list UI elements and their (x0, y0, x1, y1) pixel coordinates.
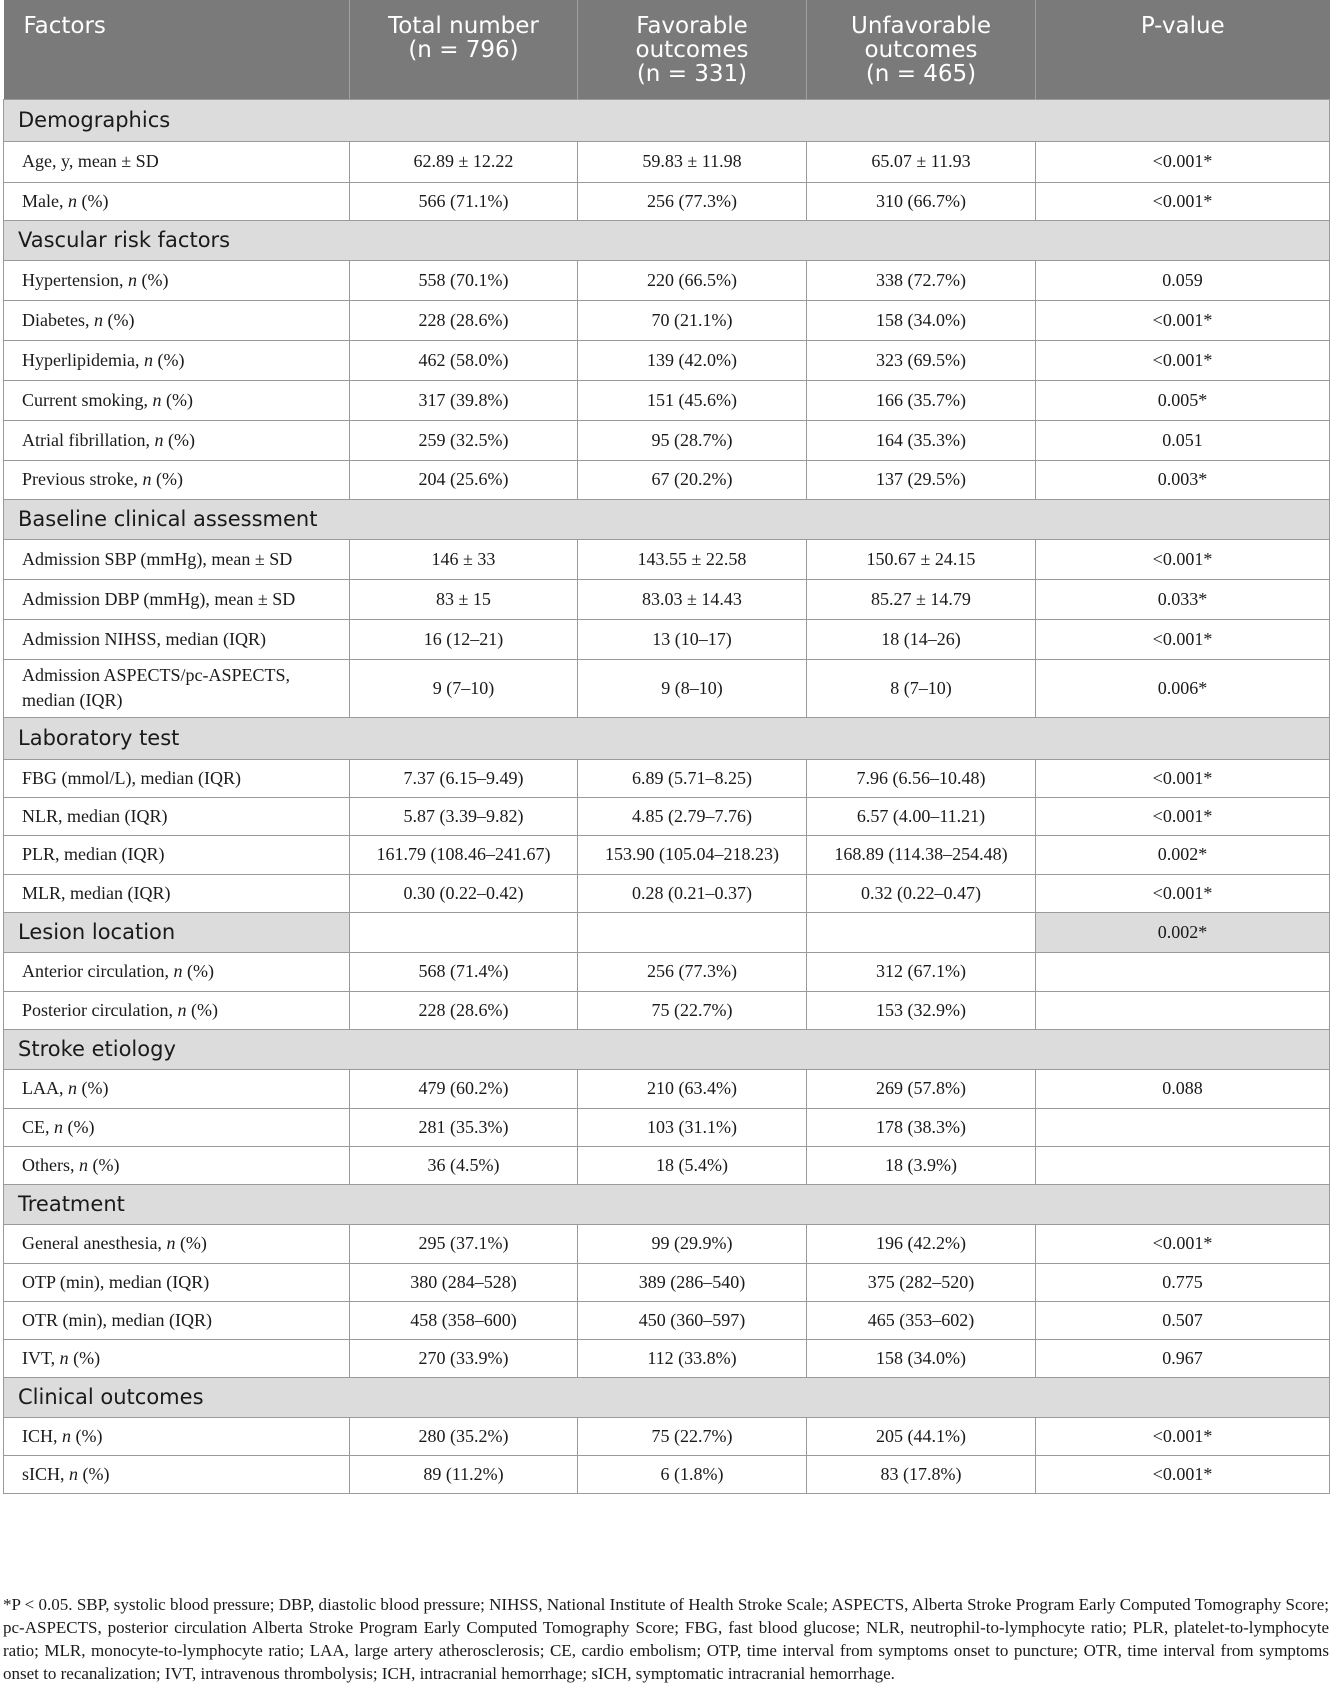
cell-favorable: 103 (31.1%) (578, 1108, 807, 1146)
cell-p-value: <0.001* (1036, 141, 1330, 182)
cell-factor: Hypertension, n (%) (4, 260, 350, 300)
cell-factor: Others, n (%) (4, 1146, 350, 1184)
cell-favorable: 256 (77.3%) (578, 952, 807, 991)
cell-p-value (1036, 952, 1330, 991)
table-row (4, 1339, 1330, 1377)
cell-p-value: 0.002* (1036, 835, 1330, 874)
cell-favorable: 151 (45.6%) (578, 380, 807, 420)
cell-total: 566 (71.1%) (350, 182, 578, 220)
cell-p-value: 0.967 (1036, 1339, 1330, 1377)
header-factors: Factors (4, 0, 350, 99)
cell-unfavorable: 323 (69.5%) (807, 340, 1036, 380)
table-row (4, 539, 1330, 579)
cell-unfavorable: 164 (35.3%) (807, 420, 1036, 460)
section-title: Demographics (4, 99, 1330, 141)
cell-favorable: 13 (10–17) (578, 619, 807, 659)
header-p-value: P-value (1036, 0, 1330, 99)
cell-unfavorable: 338 (72.7%) (807, 260, 1036, 300)
cell-unfavorable: 196 (42.2%) (807, 1224, 1036, 1263)
cell-total: 228 (28.6%) (350, 300, 578, 340)
cell-p-value: <0.001* (1036, 300, 1330, 340)
cell-unfavorable: 7.96 (6.56–10.48) (807, 759, 1036, 797)
table-row (4, 1069, 1330, 1108)
cell-p-value: 0.775 (1036, 1263, 1330, 1301)
cell-total: 83 ± 15 (350, 579, 578, 619)
cell-total: 16 (12–21) (350, 619, 578, 659)
cell-total: 270 (33.9%) (350, 1339, 578, 1377)
table-row (4, 1417, 1330, 1455)
cell-total: 146 ± 33 (350, 539, 578, 579)
cell-p-value: <0.001* (1036, 1224, 1330, 1263)
cell-factor: Admission NIHSS, median (IQR) (4, 619, 350, 659)
cell-total: 458 (358–600) (350, 1301, 578, 1339)
cell-favorable: 4.85 (2.79–7.76) (578, 797, 807, 835)
cell-total: 479 (60.2%) (350, 1069, 578, 1108)
cell-p-value: <0.001* (1036, 1455, 1330, 1493)
cell-favorable: 6 (1.8%) (578, 1455, 807, 1493)
section-header-row (4, 912, 1330, 952)
section-title: Stroke etiology (4, 1029, 1330, 1069)
cell-favorable: 75 (22.7%) (578, 1417, 807, 1455)
cell-favorable: 210 (63.4%) (578, 1069, 807, 1108)
cell-total: 280 (35.2%) (350, 1417, 578, 1455)
header-unfavorable: Unfavorable outcomes (n = 465) (807, 0, 1036, 99)
cell-favorable: 220 (66.5%) (578, 260, 807, 300)
cell-factor: Age, y, mean ± SD (4, 141, 350, 182)
cell-total: 36 (4.5%) (350, 1146, 578, 1184)
cell-unfavorable: 158 (34.0%) (807, 1339, 1036, 1377)
cell-p-value: <0.001* (1036, 874, 1330, 912)
cell-unfavorable: 6.57 (4.00–11.21) (807, 797, 1036, 835)
cell-p-value: 0.006* (1036, 659, 1330, 717)
cell-total: 7.37 (6.15–9.49) (350, 759, 578, 797)
section-empty (578, 912, 807, 952)
cell-unfavorable: 85.27 ± 14.79 (807, 579, 1036, 619)
cell-p-value: 0.051 (1036, 420, 1330, 460)
cell-unfavorable: 65.07 ± 11.93 (807, 141, 1036, 182)
cell-favorable: 75 (22.7%) (578, 991, 807, 1029)
table-row (4, 1301, 1330, 1339)
section-p-value: 0.002* (1036, 912, 1330, 952)
cell-total: 89 (11.2%) (350, 1455, 578, 1493)
cell-unfavorable: 205 (44.1%) (807, 1417, 1036, 1455)
cell-total: 62.89 ± 12.22 (350, 141, 578, 182)
cell-favorable: 83.03 ± 14.43 (578, 579, 807, 619)
table-row (4, 460, 1330, 499)
cell-factor: Anterior circulation, n (%) (4, 952, 350, 991)
cell-factor: Admission ASPECTS/pc-ASPECTS, median (IQR) (4, 659, 350, 717)
cell-favorable: 139 (42.0%) (578, 340, 807, 380)
cell-unfavorable: 8 (7–10) (807, 659, 1036, 717)
cell-p-value: 0.033* (1036, 579, 1330, 619)
cell-favorable: 0.28 (0.21–0.37) (578, 874, 807, 912)
section-title: Lesion location (4, 912, 350, 952)
cell-unfavorable: 312 (67.1%) (807, 952, 1036, 991)
table-row (4, 659, 1330, 717)
table-row (4, 1108, 1330, 1146)
cell-factor: Male, n (%) (4, 182, 350, 220)
table-row (4, 340, 1330, 380)
cell-total: 5.87 (3.39–9.82) (350, 797, 578, 835)
cell-unfavorable: 375 (282–520) (807, 1263, 1036, 1301)
table-row (4, 420, 1330, 460)
section-title: Treatment (4, 1184, 1330, 1224)
cell-p-value (1036, 1146, 1330, 1184)
cell-p-value: <0.001* (1036, 539, 1330, 579)
cell-unfavorable: 166 (35.7%) (807, 380, 1036, 420)
cell-factor: OTP (min), median (IQR) (4, 1263, 350, 1301)
cell-favorable: 95 (28.7%) (578, 420, 807, 460)
cell-total: 317 (39.8%) (350, 380, 578, 420)
cell-factor: NLR, median (IQR) (4, 797, 350, 835)
cell-unfavorable: 83 (17.8%) (807, 1455, 1036, 1493)
cell-total: 462 (58.0%) (350, 340, 578, 380)
table-body (4, 99, 1330, 1493)
cell-unfavorable: 269 (57.8%) (807, 1069, 1036, 1108)
cell-factor: OTR (min), median (IQR) (4, 1301, 350, 1339)
cell-unfavorable: 465 (353–602) (807, 1301, 1036, 1339)
baseline-characteristics-table (3, 0, 1330, 1494)
cell-favorable: 59.83 ± 11.98 (578, 141, 807, 182)
table-row (4, 874, 1330, 912)
cell-favorable: 70 (21.1%) (578, 300, 807, 340)
header-total-n: (n = 796) (408, 37, 519, 63)
cell-unfavorable: 0.32 (0.22–0.47) (807, 874, 1036, 912)
table-container (3, 0, 1329, 1494)
cell-unfavorable: 153 (32.9%) (807, 991, 1036, 1029)
table-row (4, 835, 1330, 874)
cell-total: 281 (35.3%) (350, 1108, 578, 1146)
table-row (4, 619, 1330, 659)
cell-unfavorable: 137 (29.5%) (807, 460, 1036, 499)
cell-factor: LAA, n (%) (4, 1069, 350, 1108)
table-row (4, 991, 1330, 1029)
table-row (4, 797, 1330, 835)
section-empty (807, 912, 1036, 952)
cell-factor: CE, n (%) (4, 1108, 350, 1146)
cell-total: 9 (7–10) (350, 659, 578, 717)
cell-favorable: 153.90 (105.04–218.23) (578, 835, 807, 874)
cell-factor: Atrial fibrillation, n (%) (4, 420, 350, 460)
cell-total: 259 (32.5%) (350, 420, 578, 460)
cell-p-value: 0.005* (1036, 380, 1330, 420)
cell-unfavorable: 168.89 (114.38–254.48) (807, 835, 1036, 874)
table-row (4, 182, 1330, 220)
cell-total: 0.30 (0.22–0.42) (350, 874, 578, 912)
header-favorable-n: (n = 331) (636, 61, 748, 87)
table-row (4, 1263, 1330, 1301)
section-header-row (4, 99, 1330, 141)
cell-favorable: 256 (77.3%) (578, 182, 807, 220)
cell-favorable: 112 (33.8%) (578, 1339, 807, 1377)
cell-favorable: 99 (29.9%) (578, 1224, 807, 1263)
cell-favorable: 9 (8–10) (578, 659, 807, 717)
cell-p-value: 0.088 (1036, 1069, 1330, 1108)
table-row (4, 1146, 1330, 1184)
table-row (4, 380, 1330, 420)
cell-p-value: <0.001* (1036, 1417, 1330, 1455)
table-row (4, 300, 1330, 340)
cell-unfavorable: 150.67 ± 24.15 (807, 539, 1036, 579)
header-favorable: Favorable outcomes (n = 331) (578, 0, 807, 99)
table-row (4, 952, 1330, 991)
cell-p-value: <0.001* (1036, 759, 1330, 797)
cell-unfavorable: 310 (66.7%) (807, 182, 1036, 220)
cell-favorable: 18 (5.4%) (578, 1146, 807, 1184)
cell-unfavorable: 178 (38.3%) (807, 1108, 1036, 1146)
cell-p-value: <0.001* (1036, 619, 1330, 659)
cell-p-value (1036, 1108, 1330, 1146)
section-empty (350, 912, 578, 952)
cell-factor: Admission DBP (mmHg), mean ± SD (4, 579, 350, 619)
cell-total: 558 (70.1%) (350, 260, 578, 300)
table-row (4, 260, 1330, 300)
header-total-number: Total number (n = 796) (350, 0, 578, 99)
section-header-row (4, 1377, 1330, 1417)
cell-factor: Posterior circulation, n (%) (4, 991, 350, 1029)
table-row (4, 579, 1330, 619)
cell-total: 380 (284–528) (350, 1263, 578, 1301)
cell-total: 204 (25.6%) (350, 460, 578, 499)
cell-p-value: <0.001* (1036, 797, 1330, 835)
section-header-row (4, 220, 1330, 260)
cell-p-value: 0.507 (1036, 1301, 1330, 1339)
cell-p-value: 0.003* (1036, 460, 1330, 499)
section-header-row (4, 499, 1330, 539)
cell-factor: ICH, n (%) (4, 1417, 350, 1455)
section-header-row (4, 717, 1330, 759)
cell-factor: IVT, n (%) (4, 1339, 350, 1377)
cell-factor: FBG (mmol/L), median (IQR) (4, 759, 350, 797)
cell-p-value: 0.059 (1036, 260, 1330, 300)
table-header-row (4, 0, 1330, 99)
section-title: Laboratory test (4, 717, 1330, 759)
table-row (4, 141, 1330, 182)
cell-p-value: <0.001* (1036, 340, 1330, 380)
cell-unfavorable: 18 (3.9%) (807, 1146, 1036, 1184)
cell-p-value (1036, 991, 1330, 1029)
cell-favorable: 143.55 ± 22.58 (578, 539, 807, 579)
cell-factor: Diabetes, n (%) (4, 300, 350, 340)
cell-factor: PLR, median (IQR) (4, 835, 350, 874)
cell-factor: Previous stroke, n (%) (4, 460, 350, 499)
table-row (4, 1455, 1330, 1493)
section-title: Clinical outcomes (4, 1377, 1330, 1417)
cell-total: 295 (37.1%) (350, 1224, 578, 1263)
section-header-row (4, 1184, 1330, 1224)
section-title: Baseline clinical assessment (4, 499, 1330, 539)
cell-factor: General anesthesia, n (%) (4, 1224, 350, 1263)
cell-factor: Current smoking, n (%) (4, 380, 350, 420)
cell-unfavorable: 158 (34.0%) (807, 300, 1036, 340)
cell-favorable: 67 (20.2%) (578, 460, 807, 499)
cell-factor: sICH, n (%) (4, 1455, 350, 1493)
table-row (4, 1224, 1330, 1263)
cell-favorable: 450 (360–597) (578, 1301, 807, 1339)
section-header-row (4, 1029, 1330, 1069)
cell-total: 228 (28.6%) (350, 991, 578, 1029)
cell-factor: MLR, median (IQR) (4, 874, 350, 912)
section-title: Vascular risk factors (4, 220, 1330, 260)
header-unfavorable-n: (n = 465) (865, 61, 977, 87)
cell-factor: Hyperlipidemia, n (%) (4, 340, 350, 380)
cell-factor: Admission SBP (mmHg), mean ± SD (4, 539, 350, 579)
cell-favorable: 389 (286–540) (578, 1263, 807, 1301)
cell-p-value: <0.001* (1036, 182, 1330, 220)
cell-total: 161.79 (108.46–241.67) (350, 835, 578, 874)
cell-unfavorable: 18 (14–26) (807, 619, 1036, 659)
table-footnote: *P < 0.05. SBP, systolic blood pressure; DBP, diastolic blood pressure; NIHSS, National Institute of Health Stroke Scale; ASPECTS, Alberta Stroke Program Early Computed Tomography Score; pc-ASPECTS, posterior circulation Alberta Stroke Program Early Computed Tomography Score; FBG, fast blood glucose; NLR, neutrophil-to-lymphocyte ratio; PLR, platelet-to-lymphocyte ratio; MLR, monocyte-to-lymphocyte ratio; LAA, large artery atherosclerosis; CE, cardio embolism; OTP, time interval from symptoms onset to puncture; OTR, time interval from symptoms onset to recanalization; IVT, intravenous thrombolysis; ICH, intracranial hemorrhage; sICH, symptomatic intracranial hemorrhage. (3, 1595, 1329, 1683)
table-row (4, 759, 1330, 797)
cell-favorable: 6.89 (5.71–8.25) (578, 759, 807, 797)
cell-total: 568 (71.4%) (350, 952, 578, 991)
